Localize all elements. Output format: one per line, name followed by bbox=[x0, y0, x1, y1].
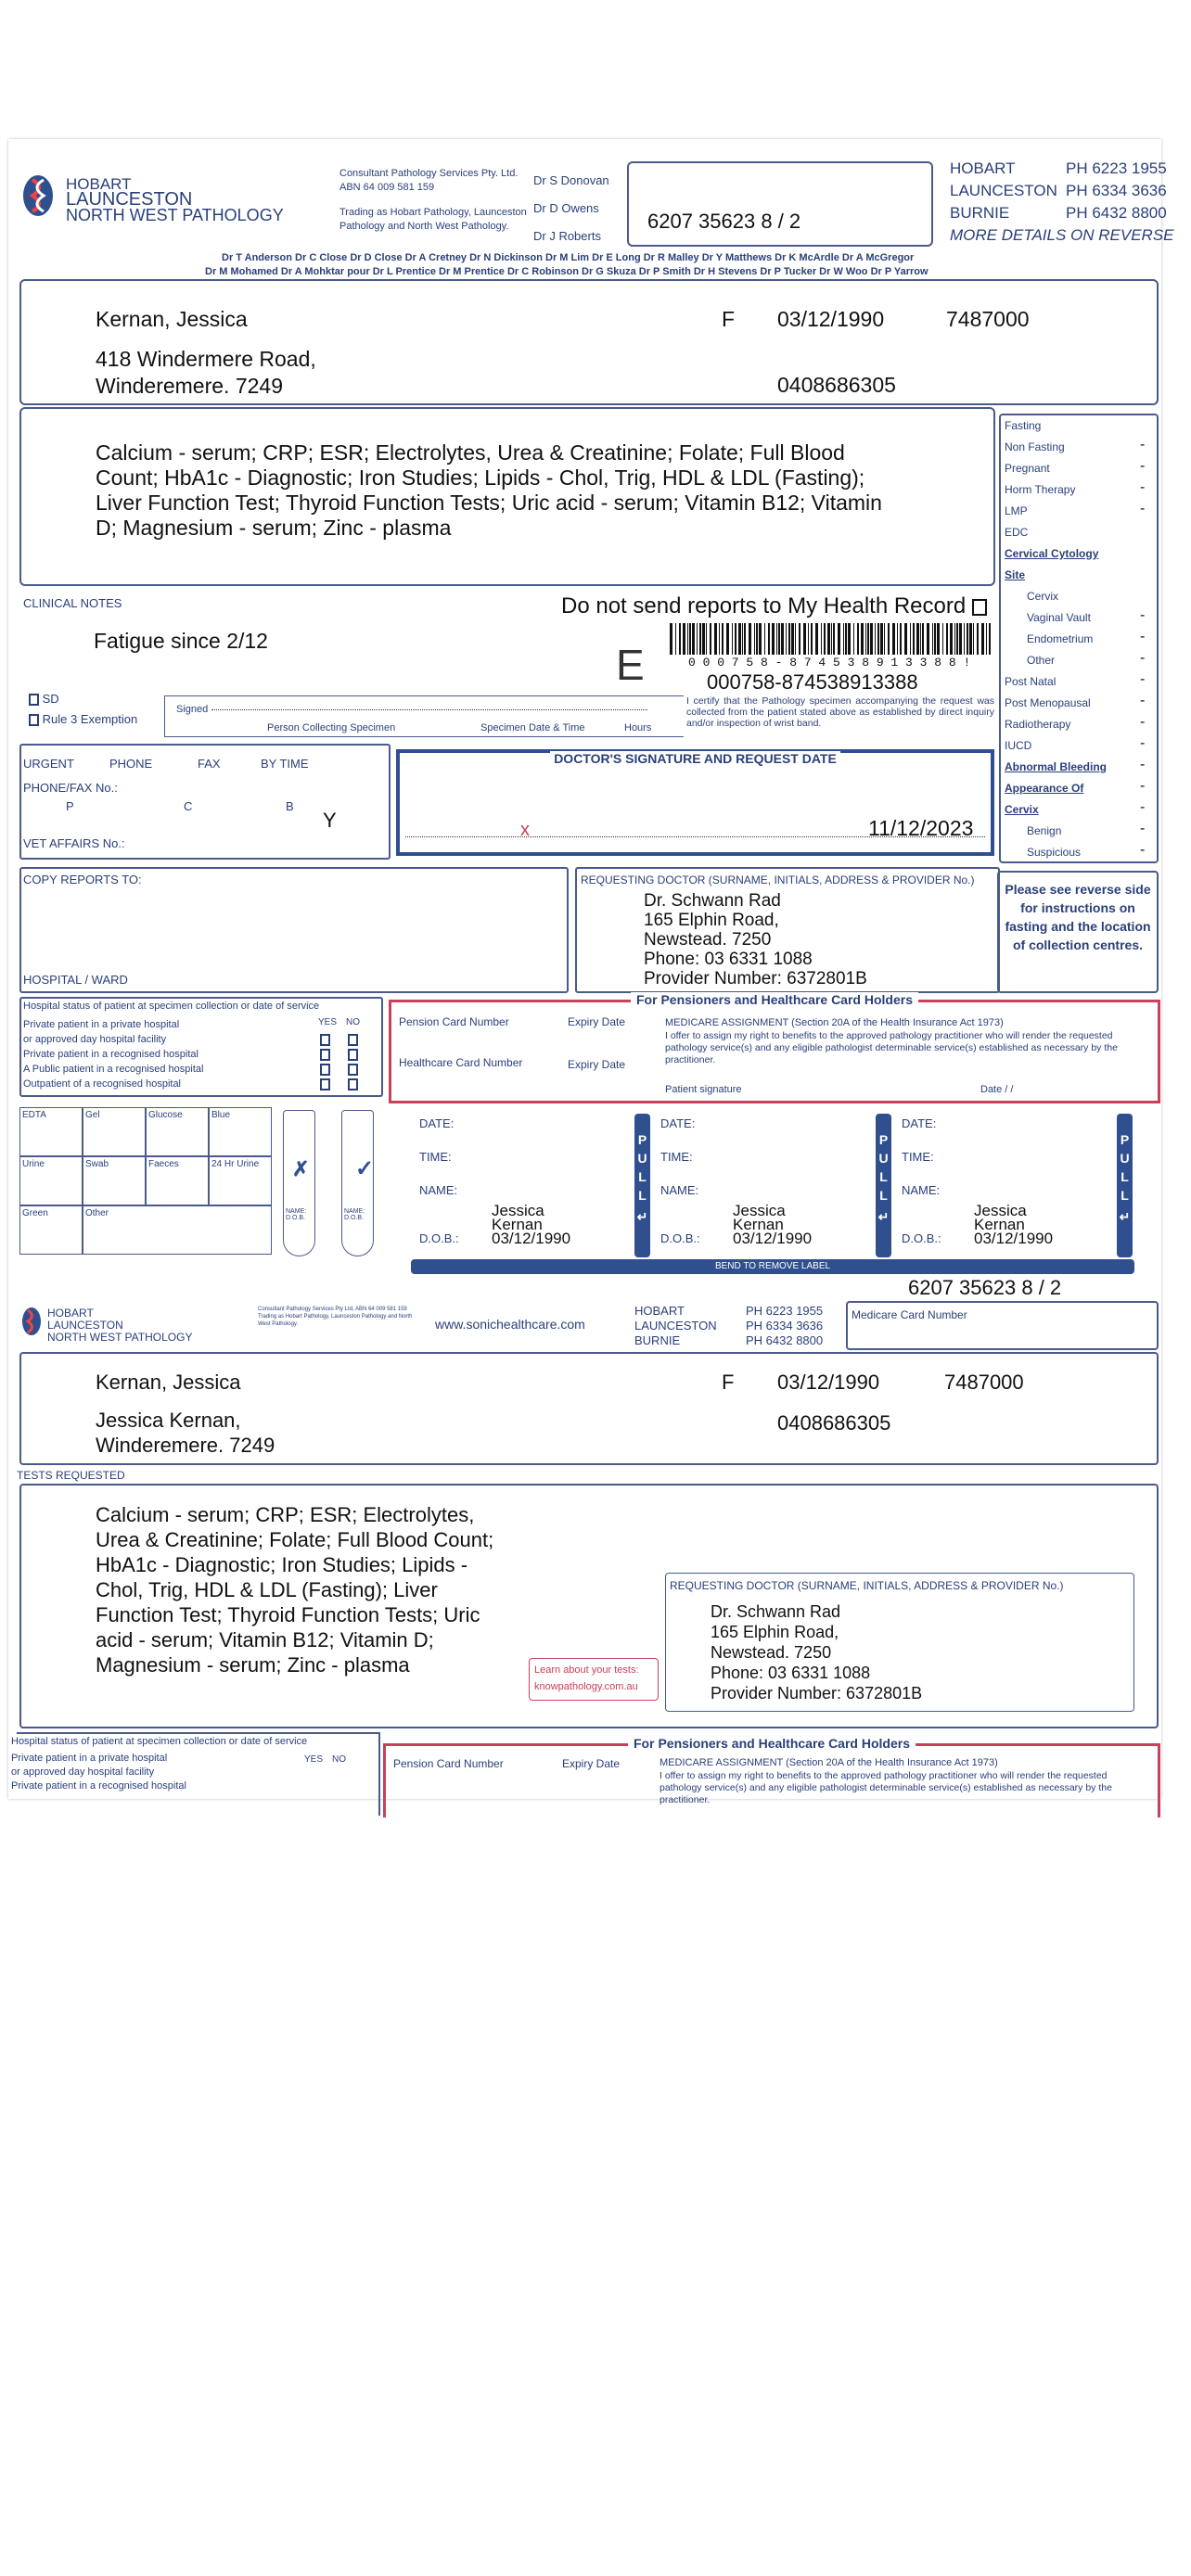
barcode-bar bbox=[821, 623, 822, 655]
side-field[interactable]: IUCD bbox=[1005, 739, 1032, 752]
barcode-bar bbox=[791, 623, 794, 655]
blank-dash: - bbox=[1140, 607, 1146, 623]
side-field[interactable]: Suspicious bbox=[1027, 846, 1082, 859]
pull-text: PULL bbox=[1117, 1132, 1133, 1206]
patient-box bbox=[19, 279, 1159, 405]
certify-text: I certify that the Pathology specimen accompanying the request was collected from the patient stated above as established by direct inquiry and/or inspection of wrist band. bbox=[686, 695, 994, 729]
side-fields bbox=[999, 414, 1159, 863]
barcode-bar bbox=[722, 623, 724, 655]
barcode-bar bbox=[827, 623, 830, 655]
blank-dash: - bbox=[1140, 437, 1146, 453]
directors: Dr S Donovan Dr D Owens Dr J Roberts bbox=[533, 173, 609, 243]
specimen-label[interactable]: DATE: TIME: NAME: D.O.B.: Jessica Kernan 03/12/1990 bbox=[660, 1116, 813, 1247]
specimen-label[interactable]: DATE: TIME: NAME: D.O.B.: Jessica Kernan 03/12/1990 bbox=[902, 1116, 1054, 1247]
no-checkbox[interactable] bbox=[348, 1034, 358, 1046]
blank-dash: - bbox=[1140, 735, 1146, 751]
locations: HOBART PH 6223 1955 LAUNCESTON PH 6334 3636 BURNIE PH 6432 8800 MORE DETAILS ON REVERSE bbox=[950, 159, 1174, 244]
patient-id: 7487000 bbox=[946, 307, 1030, 331]
barcode bbox=[670, 623, 994, 655]
side-field[interactable]: Other bbox=[1027, 654, 1056, 667]
barcode-bar bbox=[675, 623, 676, 655]
bend-to-remove-bar[interactable]: BEND TO REMOVE LABEL bbox=[411, 1259, 1134, 1274]
specimen-label[interactable]: DATE: TIME: NAME: D.O.B.: Jessica Kernan 03/12/1990 bbox=[419, 1116, 571, 1247]
doctor-details: Dr. Schwann Rad 165 Elphin Road, Newstead. 7250 Phone: 03 6331 1088 Provider Number: 6372801B bbox=[644, 891, 867, 988]
blank-dash: - bbox=[1140, 501, 1146, 516]
barcode-bar bbox=[754, 623, 755, 655]
barcode-bar bbox=[904, 623, 907, 655]
tube-type-cell[interactable]: Blue bbox=[209, 1107, 272, 1156]
barcode-bar bbox=[710, 623, 711, 655]
yes-checkbox[interactable] bbox=[320, 1064, 330, 1076]
side-field[interactable]: Post Natal bbox=[1005, 675, 1057, 688]
barcode-bar bbox=[714, 623, 717, 655]
barcode-bar bbox=[692, 623, 695, 655]
tube-type-cell[interactable]: Green bbox=[19, 1205, 83, 1255]
barcode-bar bbox=[910, 623, 911, 655]
requesting-doctor-box-copy: REQUESTING DOCTOR (SURNAME, INITIALS, ADDRESS & PROVIDER No.) Dr. Schwann Rad 165 Elphin Road, Newstead. 7250 Phone: 03 6331 1088 Provider Number: 6372801B bbox=[665, 1573, 1134, 1712]
hospital-status-row: A Public patient in a recognised hospital bbox=[23, 1064, 204, 1075]
doctor-signature-box[interactable]: DOCTOR'S SIGNATURE AND REQUEST DATE x 11/12/2023 bbox=[396, 749, 994, 856]
barcode-bar bbox=[950, 623, 953, 655]
barcode-bar bbox=[942, 623, 943, 655]
tube-type-grid bbox=[19, 1107, 274, 1256]
yes-checkbox[interactable] bbox=[320, 1049, 330, 1061]
hospital-status-box: Hospital status of patient at specimen collection or date of service YES NO Private patient in a private hospital or approved day hospital facility Private patient in a recognised hospital A Public patient in a recognised hospital Outpatient of a recognised hospital bbox=[19, 997, 383, 1097]
barcode-bar bbox=[742, 623, 743, 655]
barcode-bar bbox=[981, 623, 984, 655]
request-date: 11/12/2023 bbox=[868, 816, 974, 840]
side-field[interactable]: Appearance Of bbox=[1005, 782, 1084, 795]
side-field[interactable]: Pregnant bbox=[1005, 462, 1050, 475]
barcode-bar bbox=[959, 623, 962, 655]
mark-letter: E bbox=[616, 641, 645, 689]
return-arrow-icon: ↵ bbox=[636, 1209, 648, 1224]
hospital-status-row: Outpatient of a recognised hospital bbox=[23, 1078, 182, 1090]
barcode-bar bbox=[870, 623, 873, 655]
barcode-bar bbox=[788, 623, 790, 655]
hospital-status-box-copy: Hospital status of patient at specimen collection or date of service YES NO Private patient in a private hospital or approved day hospital facility Private patient in a recognised hospital bbox=[17, 1732, 380, 1816]
cross-icon: ✗ bbox=[292, 1157, 310, 1180]
barcode-bar bbox=[670, 623, 672, 655]
barcode-bar bbox=[778, 623, 780, 655]
pull-text: PULL bbox=[634, 1132, 650, 1206]
barcode-bar bbox=[776, 623, 777, 655]
return-arrow-icon: ↵ bbox=[877, 1209, 890, 1224]
barcode-bar bbox=[687, 623, 688, 655]
barcode-bar bbox=[853, 623, 854, 655]
pull-tab[interactable] bbox=[634, 1114, 650, 1257]
blank-dash: - bbox=[1140, 671, 1146, 687]
blank-dash: - bbox=[1140, 693, 1146, 708]
blank-dash: - bbox=[1140, 629, 1146, 644]
blank-dash: - bbox=[1140, 799, 1146, 815]
barcode-bar bbox=[964, 623, 965, 655]
mhr-optout[interactable]: Do not send reports to My Health Record bbox=[561, 593, 987, 619]
side-field[interactable]: Endometrium bbox=[1027, 632, 1094, 645]
barcode-bar bbox=[815, 623, 818, 655]
hospital-status-row: Private patient in a recognised hospital bbox=[23, 1049, 198, 1060]
barcode-bar bbox=[772, 623, 775, 655]
pensioners-box-copy: For Pensioners and Healthcare Card Holders Pension Card Number Expiry Date MEDICARE ASSIGNMENT (Section 20A of the Health Insurance Act 1973) I offer to assign my right to benefits to the approved pathology practitioner who will render the requested pathology service(s) and any eligible pathologist determinable service(s) established as necessary by the practitioner. bbox=[383, 1743, 1160, 1817]
barcode-bar bbox=[888, 623, 890, 655]
company-info: Consultant Pathology Services Pty Ltd, ABN 64 009 581 159 Trading as Hobart Pathology, Launceston Pathology and North West Pathology. bbox=[258, 1307, 413, 1327]
barcode-bar bbox=[697, 623, 698, 655]
patient-sex: F bbox=[722, 307, 736, 331]
barcode-bar bbox=[946, 623, 948, 655]
barcode-bar bbox=[900, 623, 902, 655]
barcode-bar bbox=[967, 623, 968, 655]
tube-type-cell[interactable]: Faeces bbox=[146, 1156, 209, 1205]
patient-name: Kernan, Jessica bbox=[96, 307, 248, 331]
doctors-list: Dr T Anderson Dr C Close Dr D Close Dr A Cretney Dr N Dickinson Dr M Lim Dr E Long Dr R Malley Dr Y Matthews Dr K McArdle Dr A McGregor bbox=[222, 252, 915, 263]
barcode-bar bbox=[927, 623, 929, 655]
barcode-bar bbox=[875, 623, 876, 655]
barcode-bar bbox=[937, 623, 940, 655]
barcode-bar bbox=[922, 623, 924, 655]
side-field[interactable]: Non Fasting bbox=[1005, 440, 1065, 453]
dna-logo-icon bbox=[19, 172, 57, 219]
blank-dash: - bbox=[1140, 458, 1146, 474]
barcode-bar bbox=[934, 623, 936, 655]
pull-tab[interactable] bbox=[876, 1114, 891, 1257]
barcode-bar bbox=[831, 623, 832, 655]
side-field[interactable]: Post Menopausal bbox=[1005, 696, 1091, 709]
barcode-bar bbox=[811, 623, 813, 655]
side-field[interactable]: Site bbox=[1005, 568, 1026, 581]
tube-type-cell[interactable]: EDTA bbox=[19, 1107, 83, 1156]
barcode-text: 000758-874538913388 bbox=[707, 670, 918, 694]
no-checkbox[interactable] bbox=[348, 1064, 358, 1076]
hospital-status-row: Private patient in a private hospital bbox=[23, 1019, 180, 1030]
blank-dash: - bbox=[1140, 778, 1146, 794]
patient-address: 418 Windermere Road, Winderemere. 7249 bbox=[96, 347, 316, 398]
blank-dash: - bbox=[1140, 842, 1146, 858]
urgent-box: URGENT PHONE FAX BY TIME PHONE/FAX No.: P C B Y VET AFFAIRS No.: bbox=[19, 744, 391, 860]
tube-diagram-incorrect: ✗ NAME: D.O.B. bbox=[283, 1110, 315, 1256]
patient-box-copy: Kernan, Jessica F 03/12/1990 7487000 Jessica Kernan, Winderemere. 7249 0408686305 bbox=[19, 1352, 1159, 1465]
barcode-bar bbox=[808, 623, 809, 655]
blank-dash: - bbox=[1140, 479, 1146, 495]
barcode-bar bbox=[732, 623, 733, 655]
dna-logo-icon bbox=[19, 1306, 44, 1337]
patient-dob: 03/12/1990 bbox=[777, 307, 885, 331]
sd-option[interactable]: SD bbox=[29, 692, 59, 706]
barcode-bar bbox=[865, 623, 866, 655]
pull-tab[interactable] bbox=[1117, 1114, 1133, 1257]
barcode-bar bbox=[799, 623, 800, 655]
side-field[interactable]: Fasting bbox=[1005, 419, 1042, 432]
patient-phone: 0408686305 bbox=[777, 373, 896, 397]
doctors-list: Dr M Mohamed Dr A Mohktar pour Dr L Prentice Dr M Prentice Dr C Robinson Dr G Skuza Dr P Smith Dr H Stevens Dr P Tucker Dr W Woo Dr P Yarrow bbox=[205, 266, 928, 277]
side-field[interactable]: EDC bbox=[1005, 526, 1029, 539]
collector-box: Signed Person Collecting Specimen Specimen Date & Time Hours bbox=[164, 695, 684, 737]
tube-type-cell[interactable]: 24 Hr Urine bbox=[209, 1156, 272, 1205]
barcode-bar bbox=[702, 623, 705, 655]
tube-type-cell[interactable]: Urine bbox=[19, 1156, 83, 1205]
no-checkbox[interactable] bbox=[348, 1078, 358, 1090]
tube-type-cell[interactable]: Other bbox=[83, 1205, 272, 1255]
barcode-bar bbox=[764, 623, 765, 655]
barcode-bar bbox=[973, 623, 974, 655]
tube-diagram-correct: ✓ NAME: D.O.B. bbox=[341, 1110, 374, 1256]
barcode-bar bbox=[843, 623, 844, 655]
pathology-request-form bbox=[8, 139, 1174, 1805]
tests-box-copy: Calcium - serum; CRP; ESR; Electrolytes, Urea & Creatinine; Folate; Full Blood Count; HbA1c - Diagnostic; Iron Studies; Lipids - Chol, Trig, HDL & LDL (Fasting); Liver Function Test; Thyroid Function Tests; Uric acid - serum; Vitamin B12; Vitamin D; Magnesium - serum; Zinc - plasma Learn about your tests: knowpathology.com.au REQUESTING DOCTOR (SURNAME, INITIALS, ADDRESS & PROVIDER No.) Dr. Schwann Rad 165 Elphin Road, Newstead. 7250 Phone: 03 6331 1088 Provider Number: 6372801B bbox=[19, 1484, 1159, 1728]
medicare-card-box[interactable]: Medicare Card Number bbox=[846, 1301, 1159, 1350]
side-field[interactable]: Abnormal Bleeding bbox=[1005, 760, 1108, 773]
barcode-bar bbox=[781, 623, 784, 655]
reverse-note-box: Please see reverse side for instructions on fasting and the location of collection centres. bbox=[997, 871, 1159, 993]
barcode-bar bbox=[880, 623, 883, 655]
side-field[interactable]: Radiotherapy bbox=[1005, 718, 1071, 731]
company-info: Consultant Pathology Services Pty. Ltd. ABN 64 009 581 159 Trading as Hobart Pathology, Launceston Pathology and North West Pathology. bbox=[339, 168, 527, 232]
tube-type-cell[interactable]: Gel bbox=[83, 1107, 146, 1156]
pull-text: PULL bbox=[876, 1132, 891, 1206]
side-field[interactable]: LMP bbox=[1005, 504, 1028, 517]
barcode-bar bbox=[861, 623, 864, 655]
barcode-bar bbox=[954, 623, 955, 655]
barcode-bar bbox=[786, 623, 787, 655]
barcode-digits: 0 0 0 7 5 8 - 8 7 4 5 3 8 9 1 3 3 8 8 ! bbox=[688, 656, 971, 670]
lab-logo-text: HOBART LAUNCESTON NORTH WEST PATHOLOGY bbox=[47, 1307, 193, 1344]
side-field[interactable]: Cervix bbox=[1005, 803, 1039, 816]
locations: HOBART PH 6223 1955 LAUNCESTON PH 6334 3636 BURNIE PH 6432 8800 bbox=[634, 1304, 824, 1347]
blank-dash: - bbox=[1140, 757, 1146, 772]
barcode-bar bbox=[735, 623, 736, 655]
barcode-bar bbox=[989, 623, 991, 655]
barcode-bar bbox=[932, 623, 933, 655]
barcode-bar bbox=[956, 623, 958, 655]
barcode-bar bbox=[683, 623, 685, 655]
barcode-bar bbox=[744, 623, 746, 655]
know-pathology-link[interactable]: Learn about your tests: knowpathology.com.au bbox=[529, 1658, 659, 1701]
barcode-bar bbox=[838, 623, 840, 655]
tube-type-cell[interactable]: Glucose bbox=[146, 1107, 209, 1156]
lab-logo-text: HOBART LAUNCESTON NORTH WEST PATHOLOGY bbox=[66, 175, 284, 224]
barcode-bar bbox=[803, 623, 806, 655]
side-field[interactable]: Benign bbox=[1027, 824, 1062, 837]
tests-box bbox=[19, 407, 995, 586]
barcode-bar bbox=[848, 623, 851, 655]
yes-checkbox[interactable] bbox=[320, 1078, 330, 1090]
barcode-bar bbox=[756, 623, 758, 655]
barcode-bar bbox=[759, 623, 762, 655]
blank-dash: - bbox=[1140, 650, 1146, 666]
barcode-bar bbox=[969, 623, 972, 655]
clinical-notes-label: CLINICAL NOTES bbox=[23, 596, 122, 610]
hospital-status-row: or approved day hospital facility bbox=[23, 1034, 167, 1045]
clinical-notes: Fatigue since 2/12 bbox=[94, 629, 268, 653]
side-field[interactable]: Cervix bbox=[1027, 590, 1059, 603]
copy-reports-box: COPY REPORTS TO: HOSPITAL / WARD bbox=[19, 867, 569, 993]
barcode-bar bbox=[857, 623, 859, 655]
barcode-bar bbox=[824, 623, 826, 655]
barcode-bar bbox=[833, 623, 835, 655]
check-icon: ✓ bbox=[355, 1156, 375, 1181]
barcode-bar bbox=[689, 623, 691, 655]
barcode-bar bbox=[795, 623, 796, 655]
barcode-bar bbox=[867, 623, 869, 655]
barcode-bar bbox=[913, 623, 915, 655]
mhr-checkbox[interactable] bbox=[972, 599, 987, 616]
tests-requested: Calcium - serum; CRP; ESR; Electrolytes, Urea & Creatinine; Folate; Full Blood Count; HbA1c - Diagnostic; Iron Studies; Lipids - Chol, Trig, HDL & LDL (Fasting); Liver Function Test; Thyroid Function Tests; Uric acid - serum; Vitamin B12; Vitamin D; Magnesium - serum; Zinc - plasma bbox=[96, 440, 882, 540]
barcode-bar bbox=[749, 623, 751, 655]
barcode-bar bbox=[706, 623, 707, 655]
request-number-label: 6207 35623 8 / 2 bbox=[908, 1276, 1062, 1299]
website: www.sonichealthcare.com bbox=[435, 1317, 585, 1332]
yes-checkbox[interactable] bbox=[320, 1034, 330, 1046]
barcode-bar bbox=[768, 623, 770, 655]
side-field[interactable]: Horm Therapy bbox=[1005, 483, 1076, 496]
tests-requested-label: TESTS REQUESTED bbox=[17, 1469, 125, 1482]
barcode-bar bbox=[892, 623, 895, 655]
barcode-bar bbox=[719, 623, 720, 655]
side-field[interactable]: Cervical Cytology bbox=[1005, 547, 1099, 560]
blank-dash: - bbox=[1140, 714, 1146, 730]
barcode-bar bbox=[986, 623, 987, 655]
barcode-bar bbox=[916, 623, 919, 655]
barcode-bar bbox=[884, 623, 885, 655]
barcode-bar bbox=[897, 623, 898, 655]
return-arrow-icon: ↵ bbox=[1119, 1209, 1131, 1224]
barcode-bar bbox=[920, 623, 921, 655]
barcode-bar bbox=[726, 623, 729, 655]
barcode-bar bbox=[877, 623, 879, 655]
barcode-bar bbox=[738, 623, 741, 655]
rule3-option[interactable]: Rule 3 Exemption bbox=[29, 712, 137, 726]
barcode-bar bbox=[699, 623, 701, 655]
barcode-bar bbox=[679, 623, 681, 655]
tube-type-cell[interactable]: Swab bbox=[83, 1156, 146, 1205]
request-number-box: 6207 35623 8 / 2 bbox=[627, 161, 933, 247]
no-checkbox[interactable] bbox=[348, 1049, 358, 1061]
barcode-bar bbox=[845, 623, 847, 655]
side-field[interactable]: Vaginal Vault bbox=[1027, 611, 1091, 624]
barcode-bar bbox=[977, 623, 979, 655]
blank-dash: - bbox=[1140, 821, 1146, 836]
pensioners-box: For Pensioners and Healthcare Card Holders Pension Card Number Expiry Date Healthcare Card Number Expiry Date MEDICARE ASSIGNMENT (Section 20A of the Health Insurance Act 1973) I offer to assign my right to benefits to the approved pathology practitioner who will render the requested pathology service(s) and any eligible pathologist determinable service(s) established as necessary by the practitioner. Patient signature Date / / bbox=[389, 1000, 1160, 1103]
requesting-doctor-box: REQUESTING DOCTOR (SURNAME, INITIALS, ADDRESS & PROVIDER No.) Dr. Schwann Rad 165 Elphin Road, Newstead. 7250 Phone: 03 6331 1088 Provider Number: 6372801B bbox=[575, 867, 1000, 993]
